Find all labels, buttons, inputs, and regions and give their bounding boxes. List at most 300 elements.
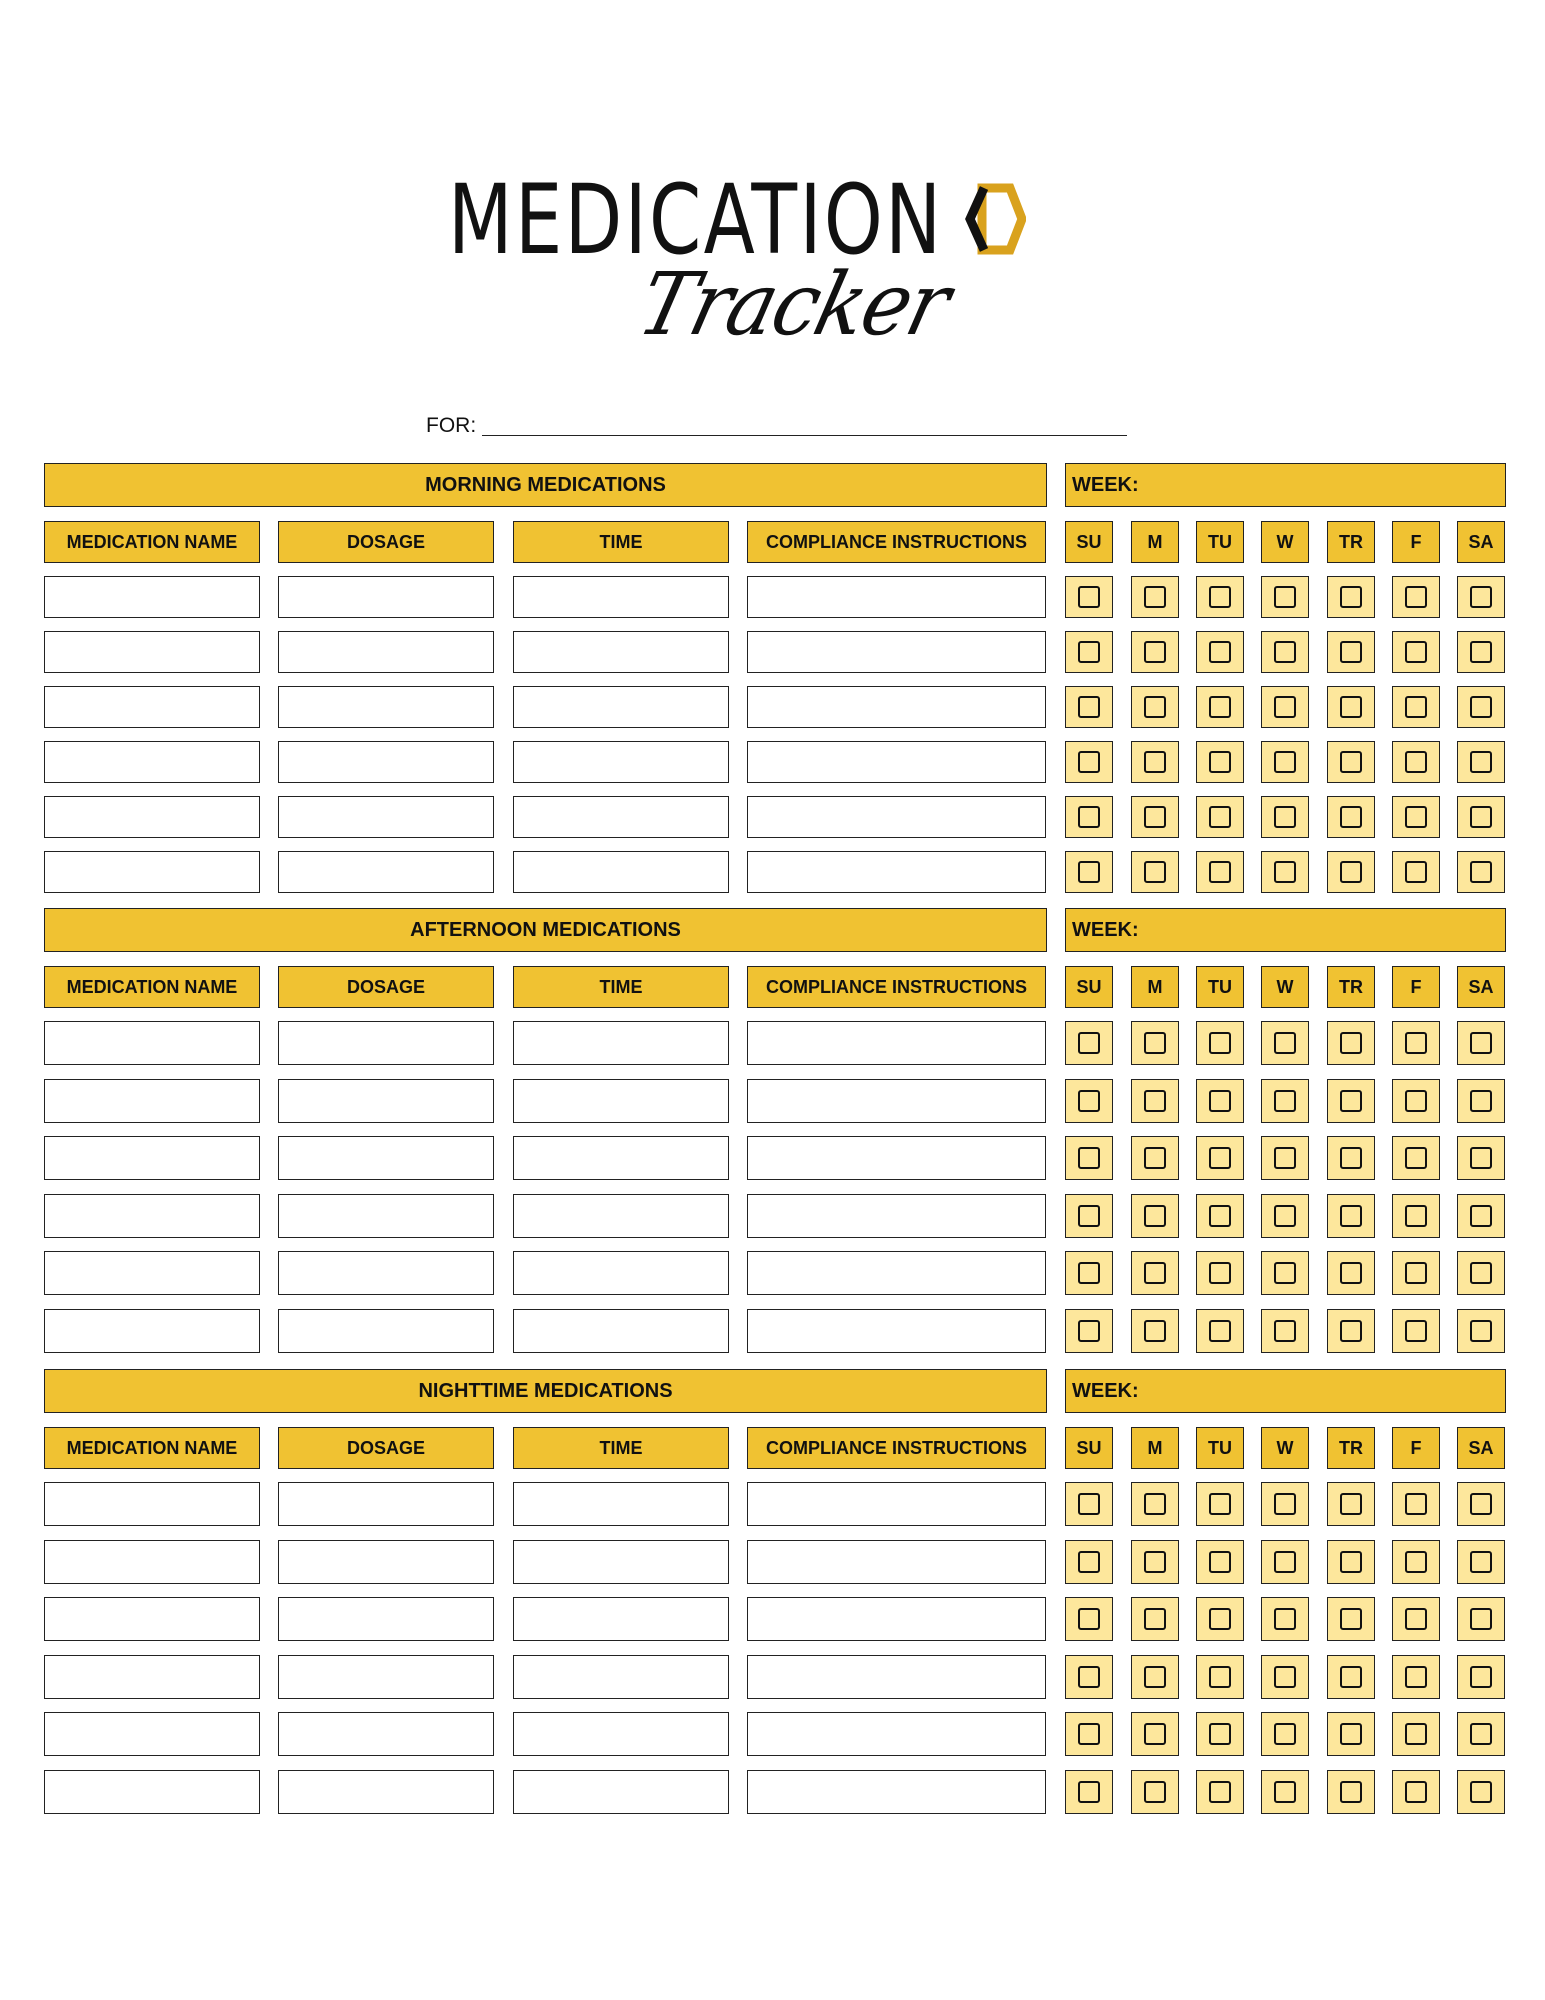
checkbox-square-icon [1209, 586, 1231, 608]
nighttime-row-4-field-1[interactable] [278, 1655, 494, 1699]
afternoon-row-4-field-1[interactable] [278, 1194, 494, 1238]
nighttime-row-6-field-0[interactable] [44, 1770, 260, 1814]
nighttime-row-3-checkbox-tr[interactable] [1327, 1597, 1375, 1641]
afternoon-row-1-checkbox-sa[interactable] [1457, 1021, 1505, 1065]
afternoon-row-3-checkbox-su[interactable] [1065, 1136, 1113, 1180]
checkbox-square-icon [1470, 1032, 1492, 1054]
nighttime-row-3-field-1[interactable] [278, 1597, 494, 1641]
afternoon-row-6-checkbox-f[interactable] [1392, 1309, 1440, 1353]
nighttime-day-header-2: TU [1196, 1427, 1244, 1469]
nighttime-row-4-checkbox-sa[interactable] [1457, 1655, 1505, 1699]
nighttime-row-2-checkbox-m[interactable] [1131, 1540, 1179, 1584]
afternoon-row-5-field-2[interactable] [513, 1251, 729, 1295]
nighttime-row-4-checkbox-tr[interactable] [1327, 1655, 1375, 1699]
afternoon-row-2-checkbox-tr[interactable] [1327, 1079, 1375, 1123]
afternoon-row-5-field-3[interactable] [747, 1251, 1046, 1295]
checkbox-square-icon [1209, 1551, 1231, 1573]
afternoon-row-1-checkbox-f[interactable] [1392, 1021, 1440, 1065]
checkbox-square-icon [1470, 806, 1492, 828]
nighttime-row-1-field-1[interactable] [278, 1482, 494, 1526]
morning-row-5-field-1[interactable] [278, 796, 494, 838]
nighttime-row-5-checkbox-f[interactable] [1392, 1712, 1440, 1756]
morning-row-6-field-1[interactable] [278, 851, 494, 893]
morning-row-2-field-3[interactable] [747, 631, 1046, 673]
afternoon-row-6-field-2[interactable] [513, 1309, 729, 1353]
afternoon-row-3-field-1[interactable] [278, 1136, 494, 1180]
morning-row-4-field-0[interactable] [44, 741, 260, 783]
nighttime-row-6-checkbox-sa[interactable] [1457, 1770, 1505, 1814]
nighttime-row-6-field-2[interactable] [513, 1770, 729, 1814]
nighttime-row-5-checkbox-su[interactable] [1065, 1712, 1113, 1756]
checkbox-square-icon [1405, 1723, 1427, 1745]
afternoon-row-1-field-2[interactable] [513, 1021, 729, 1065]
afternoon-row-3-checkbox-m[interactable] [1131, 1136, 1179, 1180]
nighttime-row-4-checkbox-tu[interactable] [1196, 1655, 1244, 1699]
checkbox-square-icon [1340, 1147, 1362, 1169]
checkbox-square-icon [1144, 1608, 1166, 1630]
checkbox-square-icon [1405, 751, 1427, 773]
morning-row-4-checkbox-w[interactable] [1261, 741, 1309, 783]
afternoon-row-5-checkbox-tr[interactable] [1327, 1251, 1375, 1295]
afternoon-row-3-checkbox-w[interactable] [1261, 1136, 1309, 1180]
page-subtitle: Tracker [628, 253, 959, 355]
afternoon-row-4-checkbox-m[interactable] [1131, 1194, 1179, 1238]
checkbox-square-icon [1405, 696, 1427, 718]
morning-row-5-checkbox-m[interactable] [1131, 796, 1179, 838]
morning-day-header-1: M [1131, 521, 1179, 563]
checkbox-square-icon [1209, 751, 1231, 773]
checkbox-square-icon [1340, 696, 1362, 718]
afternoon-row-2-checkbox-sa[interactable] [1457, 1079, 1505, 1123]
morning-row-5-checkbox-tr[interactable] [1327, 796, 1375, 838]
morning-row-3-checkbox-m[interactable] [1131, 686, 1179, 728]
nighttime-row-2-checkbox-tu[interactable] [1196, 1540, 1244, 1584]
checkbox-square-icon [1144, 861, 1166, 883]
afternoon-row-4-field-0[interactable] [44, 1194, 260, 1238]
checkbox-square-icon [1078, 1205, 1100, 1227]
checkbox-square-icon [1274, 806, 1296, 828]
checkbox-square-icon [1470, 751, 1492, 773]
morning-row-4-field-1[interactable] [278, 741, 494, 783]
nighttime-row-5-field-1[interactable] [278, 1712, 494, 1756]
morning-row-2-checkbox-sa[interactable] [1457, 631, 1505, 673]
checkbox-square-icon [1078, 1262, 1100, 1284]
nighttime-row-2-checkbox-sa[interactable] [1457, 1540, 1505, 1584]
nighttime-row-1-field-3[interactable] [747, 1482, 1046, 1526]
morning-row-1-checkbox-su[interactable] [1065, 576, 1113, 618]
nighttime-row-6-checkbox-m[interactable] [1131, 1770, 1179, 1814]
morning-row-2-checkbox-m[interactable] [1131, 631, 1179, 673]
nighttime-row-2-checkbox-su[interactable] [1065, 1540, 1113, 1584]
morning-row-4-checkbox-m[interactable] [1131, 741, 1179, 783]
nighttime-row-1-checkbox-tr[interactable] [1327, 1482, 1375, 1526]
afternoon-row-2-checkbox-tu[interactable] [1196, 1079, 1244, 1123]
nighttime-row-6-field-1[interactable] [278, 1770, 494, 1814]
morning-row-3-field-3[interactable] [747, 686, 1046, 728]
morning-day-header-4: TR [1327, 521, 1375, 563]
afternoon-row-1-checkbox-tr[interactable] [1327, 1021, 1375, 1065]
afternoon-row-3-checkbox-sa[interactable] [1457, 1136, 1505, 1180]
nighttime-row-3-field-0[interactable] [44, 1597, 260, 1641]
nighttime-row-2-checkbox-w[interactable] [1261, 1540, 1309, 1584]
morning-row-3-checkbox-tr[interactable] [1327, 686, 1375, 728]
nighttime-row-5-checkbox-tu[interactable] [1196, 1712, 1244, 1756]
checkbox-square-icon [1274, 861, 1296, 883]
afternoon-day-header-5: F [1392, 966, 1440, 1008]
afternoon-row-1-field-0[interactable] [44, 1021, 260, 1065]
afternoon-col-header-0: MEDICATION NAME [44, 966, 260, 1008]
afternoon-day-header-4: TR [1327, 966, 1375, 1008]
checkbox-square-icon [1144, 1493, 1166, 1515]
morning-row-4-checkbox-su[interactable] [1065, 741, 1113, 783]
checkbox-square-icon [1340, 1666, 1362, 1688]
morning-row-3-checkbox-f[interactable] [1392, 686, 1440, 728]
for-input-line[interactable] [482, 417, 1127, 436]
nighttime-row-4-checkbox-m[interactable] [1131, 1655, 1179, 1699]
afternoon-row-2-checkbox-f[interactable] [1392, 1079, 1440, 1123]
nighttime-row-4-field-0[interactable] [44, 1655, 260, 1699]
afternoon-row-5-field-0[interactable] [44, 1251, 260, 1295]
afternoon-row-6-field-0[interactable] [44, 1309, 260, 1353]
afternoon-row-3-field-0[interactable] [44, 1136, 260, 1180]
afternoon-row-1-checkbox-tu[interactable] [1196, 1021, 1244, 1065]
checkbox-square-icon [1209, 1493, 1231, 1515]
checkbox-square-icon [1470, 1262, 1492, 1284]
morning-row-4-field-3[interactable] [747, 741, 1046, 783]
afternoon-row-2-checkbox-su[interactable] [1065, 1079, 1113, 1123]
nighttime-row-2-field-2[interactable] [513, 1540, 729, 1584]
afternoon-row-5-checkbox-su[interactable] [1065, 1251, 1113, 1295]
nighttime-row-5-field-0[interactable] [44, 1712, 260, 1756]
morning-row-6-checkbox-w[interactable] [1261, 851, 1309, 893]
nighttime-col-header-2: TIME [513, 1427, 729, 1469]
afternoon-row-1-checkbox-w[interactable] [1261, 1021, 1309, 1065]
morning-row-6-checkbox-m[interactable] [1131, 851, 1179, 893]
checkbox-square-icon [1274, 1551, 1296, 1573]
nighttime-row-3-checkbox-su[interactable] [1065, 1597, 1113, 1641]
nighttime-section-title: NIGHTTIME MEDICATIONS [44, 1369, 1047, 1413]
afternoon-row-3-checkbox-tr[interactable] [1327, 1136, 1375, 1180]
morning-row-1-field-0[interactable] [44, 576, 260, 618]
checkbox-square-icon [1274, 641, 1296, 663]
afternoon-row-4-field-2[interactable] [513, 1194, 729, 1238]
checkbox-square-icon [1340, 1608, 1362, 1630]
morning-week-label: WEEK: [1065, 463, 1506, 507]
nighttime-row-2-field-0[interactable] [44, 1540, 260, 1584]
afternoon-row-2-field-1[interactable] [278, 1079, 494, 1123]
nighttime-row-4-checkbox-f[interactable] [1392, 1655, 1440, 1699]
morning-row-3-checkbox-tu[interactable] [1196, 686, 1244, 728]
afternoon-row-2-field-3[interactable] [747, 1079, 1046, 1123]
morning-row-2-field-0[interactable] [44, 631, 260, 673]
afternoon-row-4-checkbox-tr[interactable] [1327, 1194, 1375, 1238]
checkbox-square-icon [1470, 1666, 1492, 1688]
checkbox-square-icon [1470, 696, 1492, 718]
nighttime-row-1-checkbox-f[interactable] [1392, 1482, 1440, 1526]
nighttime-row-2-field-1[interactable] [278, 1540, 494, 1584]
checkbox-square-icon [1340, 1551, 1362, 1573]
nighttime-row-4-checkbox-w[interactable] [1261, 1655, 1309, 1699]
nighttime-row-1-checkbox-w[interactable] [1261, 1482, 1309, 1526]
afternoon-day-header-6: SA [1457, 966, 1505, 1008]
morning-row-1-field-2[interactable] [513, 576, 729, 618]
checkbox-square-icon [1470, 1551, 1492, 1573]
afternoon-row-3-checkbox-f[interactable] [1392, 1136, 1440, 1180]
afternoon-row-2-checkbox-w[interactable] [1261, 1079, 1309, 1123]
morning-row-1-checkbox-m[interactable] [1131, 576, 1179, 618]
morning-row-3-checkbox-su[interactable] [1065, 686, 1113, 728]
morning-row-3-checkbox-w[interactable] [1261, 686, 1309, 728]
afternoon-row-5-checkbox-tu[interactable] [1196, 1251, 1244, 1295]
morning-row-3-field-2[interactable] [513, 686, 729, 728]
morning-row-1-checkbox-tr[interactable] [1327, 576, 1375, 618]
morning-row-5-field-3[interactable] [747, 796, 1046, 838]
checkbox-square-icon [1209, 1262, 1231, 1284]
checkbox-square-icon [1274, 1723, 1296, 1745]
morning-row-5-checkbox-tu[interactable] [1196, 796, 1244, 838]
morning-row-2-checkbox-tu[interactable] [1196, 631, 1244, 673]
for-label: FOR: [426, 414, 477, 437]
afternoon-row-4-checkbox-w[interactable] [1261, 1194, 1309, 1238]
nighttime-row-3-checkbox-w[interactable] [1261, 1597, 1309, 1641]
nighttime-row-1-field-2[interactable] [513, 1482, 729, 1526]
nighttime-row-1-checkbox-su[interactable] [1065, 1482, 1113, 1526]
checkbox-square-icon [1405, 1608, 1427, 1630]
afternoon-row-4-field-3[interactable] [747, 1194, 1046, 1238]
nighttime-row-5-checkbox-sa[interactable] [1457, 1712, 1505, 1756]
nighttime-row-6-checkbox-w[interactable] [1261, 1770, 1309, 1814]
nighttime-row-2-field-3[interactable] [747, 1540, 1046, 1584]
afternoon-row-2-checkbox-m[interactable] [1131, 1079, 1179, 1123]
afternoon-row-6-field-1[interactable] [278, 1309, 494, 1353]
checkbox-square-icon [1209, 1090, 1231, 1112]
afternoon-row-6-checkbox-tu[interactable] [1196, 1309, 1244, 1353]
morning-row-3-field-1[interactable] [278, 686, 494, 728]
nighttime-day-header-5: F [1392, 1427, 1440, 1469]
checkbox-square-icon [1340, 1090, 1362, 1112]
nighttime-row-6-checkbox-su[interactable] [1065, 1770, 1113, 1814]
morning-row-5-checkbox-sa[interactable] [1457, 796, 1505, 838]
afternoon-col-header-3: COMPLIANCE INSTRUCTIONS [747, 966, 1046, 1008]
morning-row-6-checkbox-sa[interactable] [1457, 851, 1505, 893]
checkbox-square-icon [1340, 1262, 1362, 1284]
afternoon-row-1-field-1[interactable] [278, 1021, 494, 1065]
checkbox-square-icon [1470, 641, 1492, 663]
afternoon-row-3-checkbox-tu[interactable] [1196, 1136, 1244, 1180]
nighttime-row-3-checkbox-tu[interactable] [1196, 1597, 1244, 1641]
afternoon-row-5-checkbox-sa[interactable] [1457, 1251, 1505, 1295]
morning-row-3-checkbox-sa[interactable] [1457, 686, 1505, 728]
afternoon-row-5-checkbox-w[interactable] [1261, 1251, 1309, 1295]
nighttime-row-3-field-3[interactable] [747, 1597, 1046, 1641]
nighttime-row-5-checkbox-m[interactable] [1131, 1712, 1179, 1756]
morning-row-1-field-3[interactable] [747, 576, 1046, 618]
checkbox-square-icon [1078, 1320, 1100, 1342]
afternoon-row-6-field-3[interactable] [747, 1309, 1046, 1353]
nighttime-row-4-checkbox-su[interactable] [1065, 1655, 1113, 1699]
afternoon-row-6-checkbox-su[interactable] [1065, 1309, 1113, 1353]
morning-row-2-checkbox-su[interactable] [1065, 631, 1113, 673]
nighttime-row-1-checkbox-sa[interactable] [1457, 1482, 1505, 1526]
afternoon-row-6-checkbox-m[interactable] [1131, 1309, 1179, 1353]
checkbox-square-icon [1209, 1205, 1231, 1227]
afternoon-day-header-0: SU [1065, 966, 1113, 1008]
checkbox-square-icon [1405, 586, 1427, 608]
nighttime-row-5-field-3[interactable] [747, 1712, 1046, 1756]
morning-row-2-field-2[interactable] [513, 631, 729, 673]
afternoon-day-header-2: TU [1196, 966, 1244, 1008]
nighttime-row-2-checkbox-f[interactable] [1392, 1540, 1440, 1584]
checkbox-square-icon [1144, 1666, 1166, 1688]
afternoon-row-6-checkbox-tr[interactable] [1327, 1309, 1375, 1353]
nighttime-row-5-checkbox-w[interactable] [1261, 1712, 1309, 1756]
morning-row-1-checkbox-f[interactable] [1392, 576, 1440, 618]
morning-row-2-field-1[interactable] [278, 631, 494, 673]
morning-row-5-checkbox-su[interactable] [1065, 796, 1113, 838]
checkbox-square-icon [1340, 1032, 1362, 1054]
afternoon-row-6-checkbox-w[interactable] [1261, 1309, 1309, 1353]
checkbox-square-icon [1405, 1320, 1427, 1342]
nighttime-row-3-checkbox-m[interactable] [1131, 1597, 1179, 1641]
checkbox-square-icon [1078, 861, 1100, 883]
morning-row-1-checkbox-sa[interactable] [1457, 576, 1505, 618]
afternoon-row-2-field-0[interactable] [44, 1079, 260, 1123]
checkbox-square-icon [1078, 1493, 1100, 1515]
morning-row-2-checkbox-f[interactable] [1392, 631, 1440, 673]
morning-row-6-checkbox-tr[interactable] [1327, 851, 1375, 893]
nighttime-row-5-checkbox-tr[interactable] [1327, 1712, 1375, 1756]
morning-row-6-field-3[interactable] [747, 851, 1046, 893]
morning-row-6-checkbox-f[interactable] [1392, 851, 1440, 893]
checkbox-square-icon [1340, 641, 1362, 663]
afternoon-row-5-field-1[interactable] [278, 1251, 494, 1295]
morning-col-header-0: MEDICATION NAME [44, 521, 260, 563]
checkbox-square-icon [1078, 1032, 1100, 1054]
checkbox-square-icon [1340, 1205, 1362, 1227]
nighttime-row-6-checkbox-tr[interactable] [1327, 1770, 1375, 1814]
checkbox-square-icon [1209, 641, 1231, 663]
nighttime-day-header-4: TR [1327, 1427, 1375, 1469]
checkbox-square-icon [1144, 1723, 1166, 1745]
afternoon-row-5-checkbox-f[interactable] [1392, 1251, 1440, 1295]
afternoon-row-1-checkbox-su[interactable] [1065, 1021, 1113, 1065]
checkbox-square-icon [1209, 1723, 1231, 1745]
checkbox-square-icon [1340, 861, 1362, 883]
nighttime-row-3-checkbox-f[interactable] [1392, 1597, 1440, 1641]
afternoon-row-1-field-3[interactable] [747, 1021, 1046, 1065]
nighttime-row-2-checkbox-tr[interactable] [1327, 1540, 1375, 1584]
nighttime-row-6-field-3[interactable] [747, 1770, 1046, 1814]
checkbox-square-icon [1405, 1032, 1427, 1054]
checkbox-square-icon [1405, 641, 1427, 663]
checkbox-square-icon [1078, 1147, 1100, 1169]
morning-row-5-checkbox-f[interactable] [1392, 796, 1440, 838]
nighttime-row-1-checkbox-tu[interactable] [1196, 1482, 1244, 1526]
afternoon-row-4-checkbox-su[interactable] [1065, 1194, 1113, 1238]
checkbox-square-icon [1078, 1551, 1100, 1573]
morning-row-4-checkbox-f[interactable] [1392, 741, 1440, 783]
title-text: MEDICATION [448, 164, 944, 276]
morning-section-title: MORNING MEDICATIONS [44, 463, 1047, 507]
morning-row-5-field-2[interactable] [513, 796, 729, 838]
afternoon-row-6-checkbox-sa[interactable] [1457, 1309, 1505, 1353]
checkbox-square-icon [1078, 1090, 1100, 1112]
afternoon-row-2-field-2[interactable] [513, 1079, 729, 1123]
nighttime-row-3-field-2[interactable] [513, 1597, 729, 1641]
nighttime-row-6-checkbox-tu[interactable] [1196, 1770, 1244, 1814]
checkbox-square-icon [1144, 1262, 1166, 1284]
checkbox-square-icon [1078, 1723, 1100, 1745]
checkbox-square-icon [1078, 586, 1100, 608]
morning-row-2-checkbox-w[interactable] [1261, 631, 1309, 673]
afternoon-row-1-checkbox-m[interactable] [1131, 1021, 1179, 1065]
checkbox-square-icon [1405, 1493, 1427, 1515]
checkbox-square-icon [1340, 751, 1362, 773]
hexagon-logo-icon [962, 182, 1026, 256]
afternoon-row-4-checkbox-tu[interactable] [1196, 1194, 1244, 1238]
checkbox-square-icon [1405, 1551, 1427, 1573]
afternoon-row-3-field-2[interactable] [513, 1136, 729, 1180]
checkbox-square-icon [1470, 1493, 1492, 1515]
checkbox-square-icon [1405, 1205, 1427, 1227]
morning-row-3-field-0[interactable] [44, 686, 260, 728]
afternoon-row-3-field-3[interactable] [747, 1136, 1046, 1180]
nighttime-row-1-field-0[interactable] [44, 1482, 260, 1526]
checkbox-square-icon [1274, 1493, 1296, 1515]
morning-row-2-checkbox-tr[interactable] [1327, 631, 1375, 673]
nighttime-day-header-0: SU [1065, 1427, 1113, 1469]
morning-row-6-checkbox-su[interactable] [1065, 851, 1113, 893]
morning-row-5-field-0[interactable] [44, 796, 260, 838]
morning-col-header-1: DOSAGE [278, 521, 494, 563]
checkbox-square-icon [1470, 1147, 1492, 1169]
afternoon-row-4-checkbox-f[interactable] [1392, 1194, 1440, 1238]
nighttime-week-label: WEEK: [1065, 1369, 1506, 1413]
checkbox-square-icon [1274, 1608, 1296, 1630]
afternoon-day-header-3: W [1261, 966, 1309, 1008]
nighttime-row-4-field-3[interactable] [747, 1655, 1046, 1699]
afternoon-section-title: AFTERNOON MEDICATIONS [44, 908, 1047, 952]
checkbox-square-icon [1405, 806, 1427, 828]
nighttime-col-header-1: DOSAGE [278, 1427, 494, 1469]
morning-row-4-checkbox-tr[interactable] [1327, 741, 1375, 783]
checkbox-square-icon [1078, 1608, 1100, 1630]
checkbox-square-icon [1209, 1032, 1231, 1054]
nighttime-row-4-field-2[interactable] [513, 1655, 729, 1699]
checkbox-square-icon [1274, 1666, 1296, 1688]
morning-day-header-3: W [1261, 521, 1309, 563]
nighttime-row-3-checkbox-sa[interactable] [1457, 1597, 1505, 1641]
checkbox-square-icon [1405, 1262, 1427, 1284]
morning-row-4-checkbox-sa[interactable] [1457, 741, 1505, 783]
morning-row-1-checkbox-tu[interactable] [1196, 576, 1244, 618]
nighttime-row-5-field-2[interactable] [513, 1712, 729, 1756]
morning-row-5-checkbox-w[interactable] [1261, 796, 1309, 838]
morning-row-1-field-1[interactable] [278, 576, 494, 618]
morning-row-4-checkbox-tu[interactable] [1196, 741, 1244, 783]
morning-row-1-checkbox-w[interactable] [1261, 576, 1309, 618]
checkbox-square-icon [1144, 1032, 1166, 1054]
morning-row-6-field-0[interactable] [44, 851, 260, 893]
afternoon-row-4-checkbox-sa[interactable] [1457, 1194, 1505, 1238]
afternoon-row-5-checkbox-m[interactable] [1131, 1251, 1179, 1295]
nighttime-row-6-checkbox-f[interactable] [1392, 1770, 1440, 1814]
checkbox-square-icon [1470, 1723, 1492, 1745]
nighttime-row-1-checkbox-m[interactable] [1131, 1482, 1179, 1526]
morning-row-6-checkbox-tu[interactable] [1196, 851, 1244, 893]
morning-row-6-field-2[interactable] [513, 851, 729, 893]
morning-row-4-field-2[interactable] [513, 741, 729, 783]
